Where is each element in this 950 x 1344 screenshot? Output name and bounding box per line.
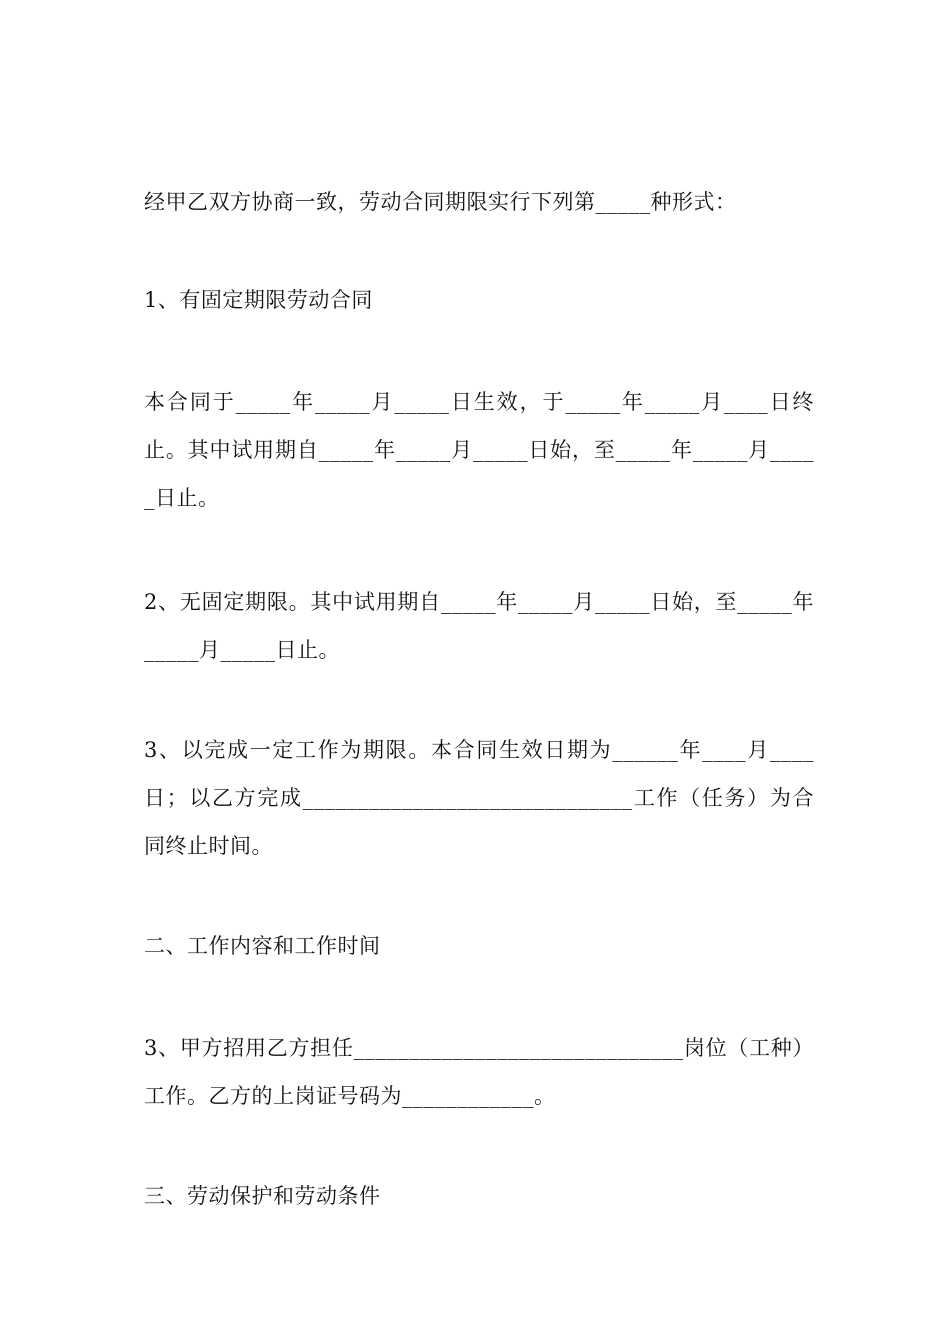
section-three-heading: 三、劳动保护和劳动条件 xyxy=(144,1184,381,1208)
section-two-heading: 二、工作内容和工作时间 xyxy=(144,934,381,958)
open-term-paragraph: 2、无固定期限。其中试用期自_____年_____月_____日始，至_____年_____月_____日止。 xyxy=(144,590,814,662)
term-form-paragraph: 经甲乙双方协商一致，劳动合同期限实行下列第_____种形式： xyxy=(144,190,737,214)
fixed-term-paragraph: 本合同于_____年_____月_____日生效，于_____年_____月____日终止。其中试用期自_____年_____月_____日始，至_____年_____月_____日止。 xyxy=(144,390,814,510)
fixed-term-heading: 1、有固定期限劳动合同 xyxy=(144,288,373,312)
task-term-paragraph: 3、以完成一定工作为期限。本合同生效日期为______年____月____日；以乙方完成______________________________工作（任务）为合同终止时间。 xyxy=(144,738,814,858)
job-position-paragraph: 3、甲方招用乙方担任______________________________岗位（工种）工作。乙方的上岗证号码为____________。 xyxy=(144,1036,814,1108)
